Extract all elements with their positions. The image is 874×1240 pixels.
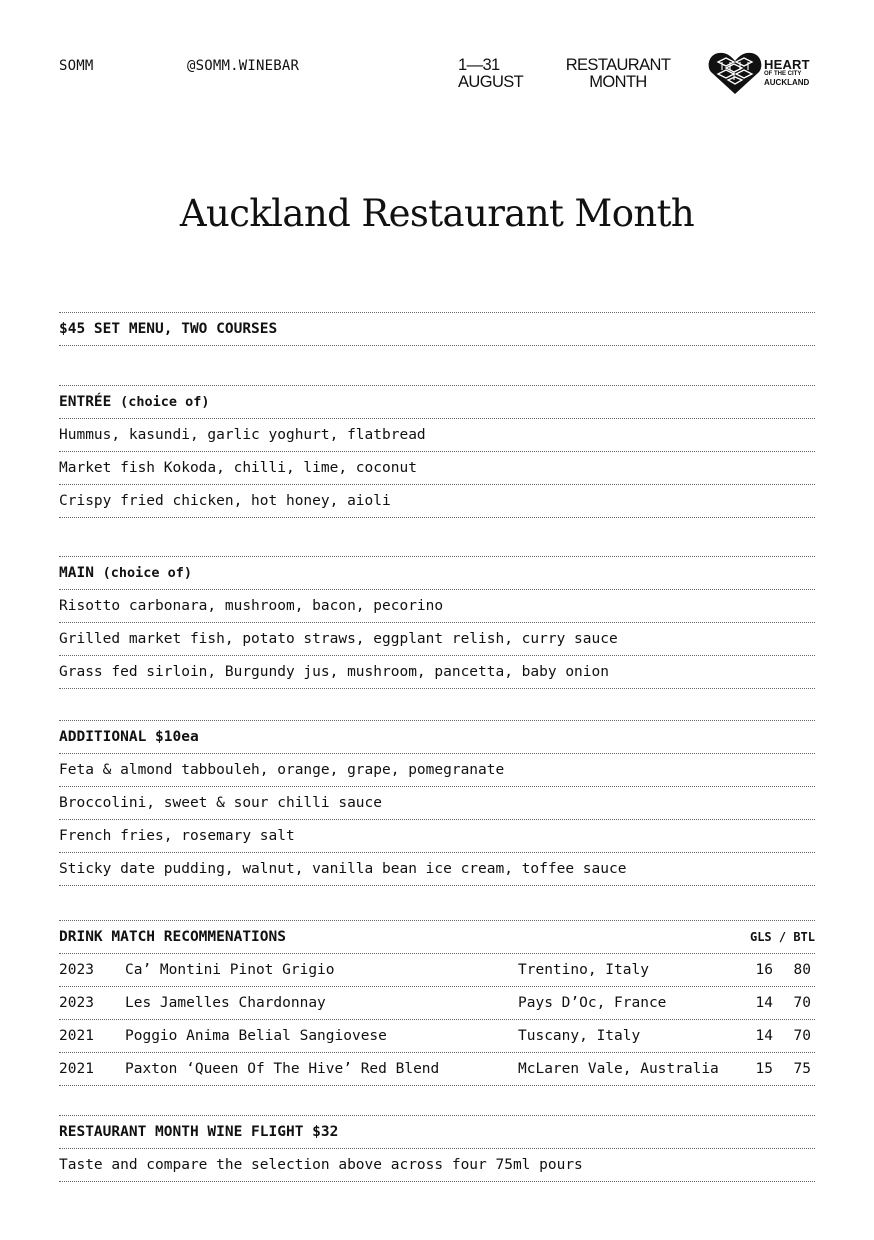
wine-year: 2021: [59, 1061, 94, 1077]
wine-flight-description: Taste and compare the selection above across four 75ml pours: [59, 1157, 583, 1173]
drinks-heading: [59, 920, 815, 954]
set-menu-label: $45 SET MENU, TWO COURSES: [59, 321, 278, 337]
list-item: [59, 787, 815, 820]
page-title: Auckland Restaurant Month: [179, 192, 695, 235]
table-row: [59, 1053, 815, 1086]
list-item: [59, 656, 815, 689]
logo-text-heart: HEART: [764, 57, 810, 72]
wine-flight-title: RESTAURANT MONTH WINE FLIGHT $32: [59, 1124, 339, 1140]
additional-item: Feta & almond tabbouleh, orange, grape, pomegranate: [59, 762, 505, 778]
wine-glass-price: 14: [755, 1028, 773, 1044]
wine-bottle-price: 75: [793, 1061, 811, 1077]
additional-item: French fries, rosemary salt: [59, 828, 295, 844]
entree-item: Crispy fried chicken, hot honey, aioli: [59, 493, 391, 509]
additional-section: [59, 720, 815, 886]
wine-region: Trentino, Italy: [518, 962, 649, 978]
brand-name: SOMM: [59, 58, 94, 74]
event-name-line2: MONTH: [589, 73, 647, 91]
wine-region: McLaren Vale, Australia: [518, 1061, 719, 1077]
instagram-handle: @SOMM.WINEBAR: [187, 58, 300, 74]
wine-region: Pays D’Oc, France: [518, 995, 667, 1011]
drinks-title: DRINK MATCH RECOMMENATIONS: [59, 929, 286, 945]
wine-year: 2023: [59, 995, 94, 1011]
list-item: [59, 452, 815, 485]
wine-name: Ca’ Montini Pinot Grigio: [125, 962, 335, 978]
wine-flight-section: [59, 1115, 815, 1182]
list-item: [59, 754, 815, 787]
entree-note: (choice of): [120, 394, 210, 410]
table-row: [59, 987, 815, 1020]
main-item: Risotto carbonara, mushroom, bacon, pecorino: [59, 598, 444, 614]
additional-item: Broccolini, sweet & sour chilli sauce: [59, 795, 383, 811]
table-row: [59, 954, 815, 987]
list-item: [59, 1149, 815, 1182]
event-name-line1: RESTAURANT: [565, 56, 671, 74]
additional-item: Sticky date pudding, walnut, vanilla bean ice cream, toffee sauce: [59, 861, 627, 877]
main-note: (choice of): [102, 565, 193, 581]
wine-glass-price: 14: [755, 995, 773, 1011]
main-item: Grass fed sirloin, Burgundy jus, mushroom, pancetta, baby onion: [59, 664, 609, 680]
list-item: [59, 485, 815, 518]
list-item: [59, 623, 815, 656]
entree-title: ENTRÉE: [59, 394, 112, 410]
event-dates-line1: 1—31: [458, 56, 500, 74]
wine-bottle-price: 80: [793, 962, 811, 978]
event-name: [563, 57, 673, 91]
wine-glass-price: 16: [755, 962, 773, 978]
heart-of-the-city-logo: [708, 50, 820, 96]
list-item: [59, 419, 815, 452]
wine-year: 2021: [59, 1028, 94, 1044]
entree-item: Market fish Kokoda, chilli, lime, coconut: [59, 460, 417, 476]
wine-glass-price: 15: [755, 1061, 773, 1077]
wine-name: Paxton ‘Queen Of The Hive’ Red Blend: [125, 1061, 440, 1077]
main-heading: [59, 556, 815, 590]
main-title: MAIN: [59, 565, 94, 581]
drinks-section: [59, 920, 815, 1086]
event-dates: [458, 57, 523, 91]
event-dates-line2: AUGUST: [458, 73, 524, 91]
list-item: [59, 590, 815, 623]
wine-year: 2023: [59, 962, 94, 978]
wine-flight-heading: [59, 1115, 815, 1149]
list-item: [59, 853, 815, 886]
wine-bottle-price: 70: [793, 1028, 811, 1044]
wine-bottle-price: 70: [793, 995, 811, 1011]
set-menu-heading: [59, 312, 815, 346]
main-item: Grilled market fish, potato straws, eggplant relish, curry sauce: [59, 631, 618, 647]
wine-name: Les Jamelles Chardonnay: [125, 995, 326, 1011]
price-column-header: GLS / BTL: [749, 930, 815, 944]
entree-heading: [59, 385, 815, 419]
heart-logo-icon: [708, 50, 762, 96]
wine-region: Tuscany, Italy: [518, 1028, 641, 1044]
additional-title: ADDITIONAL $10ea: [59, 729, 199, 745]
main-section: [59, 556, 815, 689]
logo-text-city: OF THE CITY: [764, 71, 802, 77]
additional-heading: [59, 720, 815, 754]
entree-item: Hummus, kasundi, garlic yoghurt, flatbread: [59, 427, 426, 443]
list-item: [59, 820, 815, 853]
set-menu-section: [59, 312, 815, 346]
logo-text-auckland: AUCKLAND: [764, 78, 810, 87]
entree-section: [59, 385, 815, 518]
wine-name: Poggio Anima Belial Sangiovese: [125, 1028, 387, 1044]
table-row: [59, 1020, 815, 1053]
